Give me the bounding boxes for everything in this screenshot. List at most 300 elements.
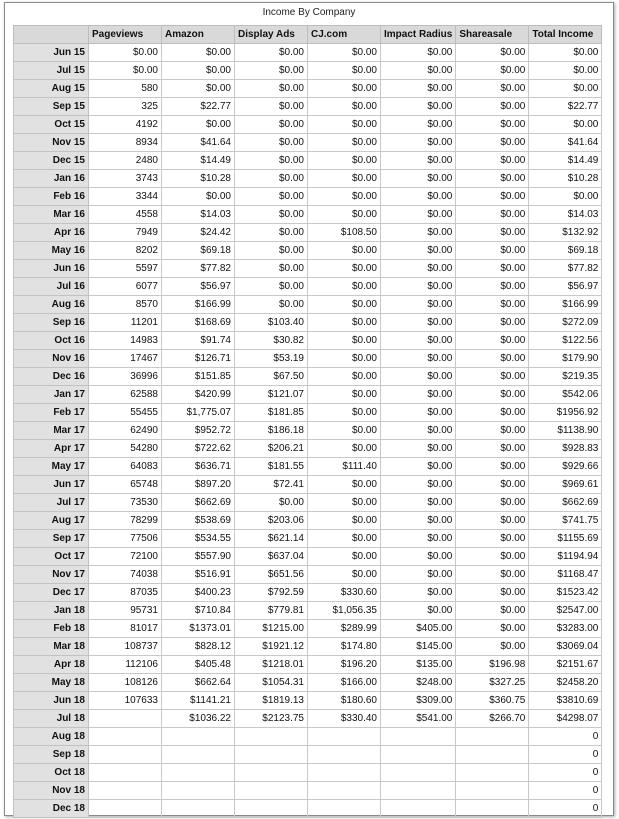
cell-cj-com[interactable]: $0.00 [308, 548, 381, 566]
cell-shareasale[interactable]: $0.00 [456, 62, 529, 80]
cell-impact-radius[interactable] [381, 800, 456, 818]
cell-display-ads[interactable]: $0.00 [235, 242, 308, 260]
cell-amazon[interactable]: $24.42 [162, 224, 235, 242]
cell-impact-radius[interactable]: $0.00 [381, 44, 456, 62]
cell-total-income[interactable]: $14.49 [529, 152, 602, 170]
cell-pageviews[interactable]: 78299 [89, 512, 162, 530]
cell-shareasale[interactable]: $0.00 [456, 80, 529, 98]
row-header[interactable]: Nov 15 [14, 134, 89, 152]
cell-display-ads[interactable]: $0.00 [235, 62, 308, 80]
cell-cj-com[interactable]: $0.00 [308, 314, 381, 332]
cell-total-income[interactable]: 0 [529, 746, 602, 764]
cell-shareasale[interactable]: $0.00 [456, 584, 529, 602]
cell-display-ads[interactable]: $1215.00 [235, 620, 308, 638]
cell-impact-radius[interactable] [381, 764, 456, 782]
cell-display-ads[interactable]: $203.06 [235, 512, 308, 530]
cell-pageviews[interactable]: 65748 [89, 476, 162, 494]
cell-amazon[interactable]: $0.00 [162, 188, 235, 206]
cell-shareasale[interactable]: $0.00 [456, 638, 529, 656]
cell-amazon[interactable]: $828.12 [162, 638, 235, 656]
cell-total-income[interactable]: $0.00 [529, 188, 602, 206]
cell-impact-radius[interactable]: $0.00 [381, 350, 456, 368]
cell-impact-radius[interactable]: $0.00 [381, 440, 456, 458]
cell-shareasale[interactable]: $0.00 [456, 170, 529, 188]
cell-impact-radius[interactable]: $0.00 [381, 458, 456, 476]
cell-shareasale[interactable]: $196.98 [456, 656, 529, 674]
column-header-impact-radius[interactable]: Impact Radius [381, 26, 456, 44]
cell-shareasale[interactable] [456, 728, 529, 746]
row-header[interactable]: Dec 15 [14, 152, 89, 170]
cell-impact-radius[interactable]: $0.00 [381, 260, 456, 278]
row-header[interactable]: Jun 17 [14, 476, 89, 494]
cell-amazon[interactable]: $636.71 [162, 458, 235, 476]
column-header-amazon[interactable]: Amazon [162, 26, 235, 44]
cell-total-income[interactable]: $179.90 [529, 350, 602, 368]
cell-pageviews[interactable]: $0.00 [89, 62, 162, 80]
cell-cj-com[interactable] [308, 746, 381, 764]
cell-display-ads[interactable] [235, 728, 308, 746]
cell-cj-com[interactable]: $0.00 [308, 368, 381, 386]
cell-pageviews[interactable]: 3743 [89, 170, 162, 188]
cell-cj-com[interactable]: $0.00 [308, 80, 381, 98]
cell-pageviews[interactable]: 11201 [89, 314, 162, 332]
cell-impact-radius[interactable]: $0.00 [381, 152, 456, 170]
column-header-shareasale[interactable]: Shareasale [456, 26, 529, 44]
cell-impact-radius[interactable]: $0.00 [381, 80, 456, 98]
cell-shareasale[interactable]: $0.00 [456, 152, 529, 170]
cell-pageviews[interactable]: 55455 [89, 404, 162, 422]
cell-display-ads[interactable] [235, 782, 308, 800]
row-header[interactable]: Sep 16 [14, 314, 89, 332]
cell-display-ads[interactable]: $779.81 [235, 602, 308, 620]
cell-cj-com[interactable]: $0.00 [308, 206, 381, 224]
cell-shareasale[interactable]: $0.00 [456, 296, 529, 314]
row-header[interactable]: Oct 17 [14, 548, 89, 566]
row-header[interactable]: Feb 17 [14, 404, 89, 422]
row-header[interactable]: May 17 [14, 458, 89, 476]
cell-pageviews[interactable]: 72100 [89, 548, 162, 566]
cell-total-income[interactable]: 0 [529, 782, 602, 800]
cell-display-ads[interactable]: $121.07 [235, 386, 308, 404]
cell-impact-radius[interactable]: $0.00 [381, 602, 456, 620]
cell-display-ads[interactable]: $0.00 [235, 296, 308, 314]
cell-pageviews[interactable]: 77506 [89, 530, 162, 548]
cell-shareasale[interactable]: $0.00 [456, 188, 529, 206]
cell-amazon[interactable]: $166.99 [162, 296, 235, 314]
cell-display-ads[interactable]: $1819.13 [235, 692, 308, 710]
cell-cj-com[interactable] [308, 782, 381, 800]
cell-display-ads[interactable]: $206.21 [235, 440, 308, 458]
cell-total-income[interactable]: 0 [529, 728, 602, 746]
row-header[interactable]: Jan 16 [14, 170, 89, 188]
cell-amazon[interactable]: $534.55 [162, 530, 235, 548]
cell-pageviews[interactable]: 108126 [89, 674, 162, 692]
cell-display-ads[interactable]: $1218.01 [235, 656, 308, 674]
cell-pageviews[interactable]: 87035 [89, 584, 162, 602]
cell-display-ads[interactable]: $30.82 [235, 332, 308, 350]
cell-shareasale[interactable]: $0.00 [456, 332, 529, 350]
cell-shareasale[interactable]: $0.00 [456, 260, 529, 278]
cell-display-ads[interactable]: $181.55 [235, 458, 308, 476]
cell-impact-radius[interactable] [381, 728, 456, 746]
cell-amazon[interactable]: $405.48 [162, 656, 235, 674]
cell-amazon[interactable]: $557.90 [162, 548, 235, 566]
cell-shareasale[interactable]: $327.25 [456, 674, 529, 692]
cell-impact-radius[interactable]: $0.00 [381, 206, 456, 224]
cell-impact-radius[interactable]: $0.00 [381, 386, 456, 404]
cell-total-income[interactable]: $56.97 [529, 278, 602, 296]
cell-amazon[interactable]: $0.00 [162, 80, 235, 98]
cell-shareasale[interactable]: $0.00 [456, 476, 529, 494]
cell-pageviews[interactable]: 4192 [89, 116, 162, 134]
cell-pageviews[interactable]: 580 [89, 80, 162, 98]
cell-display-ads[interactable]: $2123.75 [235, 710, 308, 728]
cell-amazon[interactable]: $0.00 [162, 62, 235, 80]
column-header-pageviews[interactable]: Pageviews [89, 26, 162, 44]
row-header[interactable]: Aug 16 [14, 296, 89, 314]
cell-total-income[interactable]: $1194.94 [529, 548, 602, 566]
cell-cj-com[interactable]: $0.00 [308, 170, 381, 188]
cell-total-income[interactable]: $1138.90 [529, 422, 602, 440]
cell-pageviews[interactable]: 81017 [89, 620, 162, 638]
cell-shareasale[interactable]: $0.00 [456, 116, 529, 134]
cell-cj-com[interactable]: $0.00 [308, 350, 381, 368]
row-header[interactable]: Aug 18 [14, 728, 89, 746]
cell-total-income[interactable]: $4298.07 [529, 710, 602, 728]
cell-display-ads[interactable]: $53.19 [235, 350, 308, 368]
cell-display-ads[interactable]: $0.00 [235, 206, 308, 224]
cell-shareasale[interactable]: $0.00 [456, 566, 529, 584]
cell-pageviews[interactable]: 8202 [89, 242, 162, 260]
cell-amazon[interactable]: $0.00 [162, 116, 235, 134]
cell-display-ads[interactable]: $621.14 [235, 530, 308, 548]
cell-display-ads[interactable]: $0.00 [235, 260, 308, 278]
cell-amazon[interactable]: $710.84 [162, 602, 235, 620]
cell-pageviews[interactable]: 7949 [89, 224, 162, 242]
cell-pageviews[interactable]: 6077 [89, 278, 162, 296]
cell-total-income[interactable]: 0 [529, 764, 602, 782]
cell-display-ads[interactable]: $792.59 [235, 584, 308, 602]
cell-amazon[interactable]: $722.62 [162, 440, 235, 458]
cell-impact-radius[interactable]: $0.00 [381, 296, 456, 314]
cell-impact-radius[interactable] [381, 782, 456, 800]
cell-pageviews[interactable]: 2480 [89, 152, 162, 170]
cell-pageviews[interactable]: 107633 [89, 692, 162, 710]
row-header[interactable]: Sep 15 [14, 98, 89, 116]
cell-amazon[interactable]: $10.28 [162, 170, 235, 188]
row-header[interactable]: Nov 18 [14, 782, 89, 800]
cell-total-income[interactable]: $0.00 [529, 116, 602, 134]
cell-impact-radius[interactable]: $0.00 [381, 494, 456, 512]
cell-pageviews[interactable]: 8934 [89, 134, 162, 152]
cell-cj-com[interactable]: $330.40 [308, 710, 381, 728]
cell-total-income[interactable]: $1168.47 [529, 566, 602, 584]
cell-display-ads[interactable]: $0.00 [235, 98, 308, 116]
cell-impact-radius[interactable]: $0.00 [381, 314, 456, 332]
row-header[interactable]: Jun 15 [14, 44, 89, 62]
cell-total-income[interactable]: $542.06 [529, 386, 602, 404]
cell-pageviews[interactable]: 64083 [89, 458, 162, 476]
row-header[interactable]: Dec 17 [14, 584, 89, 602]
cell-amazon[interactable]: $168.69 [162, 314, 235, 332]
cell-impact-radius[interactable]: $0.00 [381, 224, 456, 242]
row-header[interactable]: Mar 16 [14, 206, 89, 224]
cell-cj-com[interactable]: $0.00 [308, 476, 381, 494]
cell-cj-com[interactable]: $0.00 [308, 260, 381, 278]
cell-shareasale[interactable]: $0.00 [456, 404, 529, 422]
cell-total-income[interactable]: $69.18 [529, 242, 602, 260]
cell-display-ads[interactable]: $0.00 [235, 44, 308, 62]
cell-cj-com[interactable]: $0.00 [308, 494, 381, 512]
cell-amazon[interactable] [162, 728, 235, 746]
cell-amazon[interactable]: $69.18 [162, 242, 235, 260]
cell-impact-radius[interactable]: $0.00 [381, 278, 456, 296]
cell-impact-radius[interactable]: $0.00 [381, 368, 456, 386]
cell-cj-com[interactable]: $0.00 [308, 98, 381, 116]
cell-cj-com[interactable]: $0.00 [308, 152, 381, 170]
cell-total-income[interactable]: $929.66 [529, 458, 602, 476]
cell-display-ads[interactable] [235, 800, 308, 818]
cell-cj-com[interactable]: $174.80 [308, 638, 381, 656]
cell-amazon[interactable]: $14.49 [162, 152, 235, 170]
cell-amazon[interactable]: $41.64 [162, 134, 235, 152]
cell-impact-radius[interactable]: $309.00 [381, 692, 456, 710]
cell-total-income[interactable]: $3810.69 [529, 692, 602, 710]
cell-cj-com[interactable]: $0.00 [308, 332, 381, 350]
cell-amazon[interactable]: $0.00 [162, 44, 235, 62]
cell-display-ads[interactable]: $0.00 [235, 80, 308, 98]
row-header[interactable]: Jun 16 [14, 260, 89, 278]
row-header[interactable]: Oct 18 [14, 764, 89, 782]
cell-total-income[interactable]: $122.56 [529, 332, 602, 350]
row-header[interactable]: Mar 17 [14, 422, 89, 440]
row-header[interactable]: Jun 18 [14, 692, 89, 710]
row-header[interactable]: Jan 17 [14, 386, 89, 404]
cell-cj-com[interactable] [308, 728, 381, 746]
cell-cj-com[interactable]: $330.60 [308, 584, 381, 602]
cell-amazon[interactable]: $126.71 [162, 350, 235, 368]
cell-display-ads[interactable] [235, 764, 308, 782]
cell-cj-com[interactable]: $108.50 [308, 224, 381, 242]
cell-amazon[interactable]: $1036.22 [162, 710, 235, 728]
cell-pageviews[interactable]: 95731 [89, 602, 162, 620]
cell-cj-com[interactable]: $0.00 [308, 62, 381, 80]
cell-cj-com[interactable]: $0.00 [308, 386, 381, 404]
cell-display-ads[interactable]: $0.00 [235, 134, 308, 152]
cell-total-income[interactable]: $3283.00 [529, 620, 602, 638]
row-header[interactable]: Feb 18 [14, 620, 89, 638]
row-header[interactable]: Apr 16 [14, 224, 89, 242]
cell-pageviews[interactable]: $0.00 [89, 44, 162, 62]
cell-shareasale[interactable] [456, 800, 529, 818]
cell-shareasale[interactable] [456, 764, 529, 782]
column-header-display-ads[interactable]: Display Ads [235, 26, 308, 44]
cell-total-income[interactable]: $1155.69 [529, 530, 602, 548]
cell-total-income[interactable]: 0 [529, 800, 602, 818]
cell-amazon[interactable] [162, 764, 235, 782]
cell-cj-com[interactable]: $0.00 [308, 422, 381, 440]
cell-impact-radius[interactable]: $0.00 [381, 134, 456, 152]
cell-shareasale[interactable]: $0.00 [456, 224, 529, 242]
cell-display-ads[interactable] [235, 746, 308, 764]
cell-total-income[interactable]: $928.83 [529, 440, 602, 458]
cell-pageviews[interactable]: 74038 [89, 566, 162, 584]
cell-total-income[interactable]: $1956.92 [529, 404, 602, 422]
cell-shareasale[interactable]: $0.00 [456, 206, 529, 224]
cell-impact-radius[interactable]: $0.00 [381, 98, 456, 116]
cell-cj-com[interactable]: $0.00 [308, 404, 381, 422]
cell-total-income[interactable]: $166.99 [529, 296, 602, 314]
cell-pageviews[interactable]: 4558 [89, 206, 162, 224]
cell-display-ads[interactable]: $181.85 [235, 404, 308, 422]
cell-cj-com[interactable] [308, 800, 381, 818]
cell-pageviews[interactable]: 3344 [89, 188, 162, 206]
cell-display-ads[interactable]: $0.00 [235, 224, 308, 242]
cell-impact-radius[interactable]: $0.00 [381, 512, 456, 530]
cell-total-income[interactable]: $2547.00 [529, 602, 602, 620]
cell-impact-radius[interactable]: $0.00 [381, 170, 456, 188]
cell-cj-com[interactable]: $0.00 [308, 440, 381, 458]
cell-amazon[interactable]: $897.20 [162, 476, 235, 494]
cell-impact-radius[interactable]: $248.00 [381, 674, 456, 692]
cell-display-ads[interactable]: $1921.12 [235, 638, 308, 656]
cell-amazon[interactable]: $400.23 [162, 584, 235, 602]
column-header-total-income[interactable]: Total Income [529, 26, 602, 44]
cell-cj-com[interactable]: $0.00 [308, 116, 381, 134]
cell-pageviews[interactable] [89, 800, 162, 818]
row-header[interactable]: Jul 18 [14, 710, 89, 728]
column-header-cj-com[interactable]: CJ.com [308, 26, 381, 44]
cell-display-ads[interactable]: $67.50 [235, 368, 308, 386]
cell-pageviews[interactable] [89, 746, 162, 764]
cell-total-income[interactable]: $41.64 [529, 134, 602, 152]
cell-total-income[interactable]: $132.92 [529, 224, 602, 242]
cell-amazon[interactable]: $151.85 [162, 368, 235, 386]
cell-amazon[interactable]: $77.82 [162, 260, 235, 278]
cell-amazon[interactable] [162, 746, 235, 764]
cell-cj-com[interactable]: $0.00 [308, 296, 381, 314]
cell-display-ads[interactable]: $0.00 [235, 188, 308, 206]
row-header[interactable]: Feb 16 [14, 188, 89, 206]
cell-impact-radius[interactable]: $0.00 [381, 422, 456, 440]
cell-cj-com[interactable]: $0.00 [308, 242, 381, 260]
cell-impact-radius[interactable]: $0.00 [381, 242, 456, 260]
cell-amazon[interactable]: $91.74 [162, 332, 235, 350]
cell-shareasale[interactable]: $0.00 [456, 368, 529, 386]
cell-cj-com[interactable]: $1,056.35 [308, 602, 381, 620]
cell-total-income[interactable]: $2458.20 [529, 674, 602, 692]
cell-pageviews[interactable]: 54280 [89, 440, 162, 458]
cell-display-ads[interactable]: $72.41 [235, 476, 308, 494]
row-header[interactable]: Jul 15 [14, 62, 89, 80]
cell-shareasale[interactable]: $0.00 [456, 98, 529, 116]
row-header[interactable]: Sep 17 [14, 530, 89, 548]
cell-impact-radius[interactable]: $0.00 [381, 548, 456, 566]
cell-cj-com[interactable]: $0.00 [308, 188, 381, 206]
cell-amazon[interactable]: $662.69 [162, 494, 235, 512]
cell-pageviews[interactable]: 36996 [89, 368, 162, 386]
cell-cj-com[interactable]: $0.00 [308, 134, 381, 152]
row-header[interactable]: Dec 16 [14, 368, 89, 386]
cell-cj-com[interactable]: $0.00 [308, 566, 381, 584]
cell-pageviews[interactable]: 14983 [89, 332, 162, 350]
cell-pageviews[interactable]: 5597 [89, 260, 162, 278]
cell-amazon[interactable]: $538.69 [162, 512, 235, 530]
cell-cj-com[interactable]: $0.00 [308, 278, 381, 296]
cell-total-income[interactable]: $741.75 [529, 512, 602, 530]
row-header[interactable]: May 16 [14, 242, 89, 260]
cell-shareasale[interactable] [456, 746, 529, 764]
cell-display-ads[interactable]: $1054.31 [235, 674, 308, 692]
cell-shareasale[interactable]: $0.00 [456, 494, 529, 512]
cell-display-ads[interactable]: $0.00 [235, 494, 308, 512]
cell-amazon[interactable]: $1373.01 [162, 620, 235, 638]
cell-shareasale[interactable]: $0.00 [456, 530, 529, 548]
cell-total-income[interactable]: $22.77 [529, 98, 602, 116]
cell-impact-radius[interactable] [381, 746, 456, 764]
row-header[interactable]: Apr 18 [14, 656, 89, 674]
cell-pageviews[interactable]: 73530 [89, 494, 162, 512]
corner-cell[interactable] [14, 26, 89, 44]
cell-amazon[interactable]: $420.99 [162, 386, 235, 404]
cell-pageviews[interactable] [89, 710, 162, 728]
cell-amazon[interactable]: $662.64 [162, 674, 235, 692]
cell-pageviews[interactable] [89, 782, 162, 800]
cell-cj-com[interactable]: $180.60 [308, 692, 381, 710]
row-header[interactable]: Nov 16 [14, 350, 89, 368]
cell-total-income[interactable]: $14.03 [529, 206, 602, 224]
cell-total-income[interactable]: $662.69 [529, 494, 602, 512]
cell-shareasale[interactable]: $0.00 [456, 314, 529, 332]
cell-shareasale[interactable]: $0.00 [456, 44, 529, 62]
cell-pageviews[interactable]: 62490 [89, 422, 162, 440]
cell-cj-com[interactable]: $0.00 [308, 512, 381, 530]
cell-impact-radius[interactable]: $0.00 [381, 188, 456, 206]
cell-shareasale[interactable]: $0.00 [456, 440, 529, 458]
cell-cj-com[interactable]: $289.99 [308, 620, 381, 638]
cell-shareasale[interactable]: $0.00 [456, 350, 529, 368]
cell-impact-radius[interactable]: $0.00 [381, 566, 456, 584]
cell-shareasale[interactable]: $0.00 [456, 134, 529, 152]
cell-impact-radius[interactable]: $0.00 [381, 584, 456, 602]
cell-display-ads[interactable]: $0.00 [235, 152, 308, 170]
row-header[interactable]: Oct 16 [14, 332, 89, 350]
row-header[interactable]: Sep 18 [14, 746, 89, 764]
cell-total-income[interactable]: $2151.67 [529, 656, 602, 674]
cell-pageviews[interactable]: 17467 [89, 350, 162, 368]
cell-amazon[interactable]: $952.72 [162, 422, 235, 440]
cell-display-ads[interactable]: $0.00 [235, 278, 308, 296]
cell-shareasale[interactable]: $0.00 [456, 620, 529, 638]
cell-cj-com[interactable]: $166.00 [308, 674, 381, 692]
cell-shareasale[interactable] [456, 782, 529, 800]
cell-amazon[interactable]: $14.03 [162, 206, 235, 224]
cell-pageviews[interactable]: 62588 [89, 386, 162, 404]
cell-impact-radius[interactable]: $0.00 [381, 530, 456, 548]
cell-impact-radius[interactable]: $0.00 [381, 404, 456, 422]
cell-total-income[interactable]: $219.35 [529, 368, 602, 386]
cell-impact-radius[interactable]: $0.00 [381, 62, 456, 80]
cell-cj-com[interactable]: $111.40 [308, 458, 381, 476]
row-header[interactable]: Apr 17 [14, 440, 89, 458]
cell-total-income[interactable]: $0.00 [529, 62, 602, 80]
cell-amazon[interactable] [162, 800, 235, 818]
cell-display-ads[interactable]: $186.18 [235, 422, 308, 440]
cell-cj-com[interactable]: $196.20 [308, 656, 381, 674]
cell-impact-radius[interactable]: $0.00 [381, 476, 456, 494]
cell-total-income[interactable]: $0.00 [529, 44, 602, 62]
cell-shareasale[interactable]: $0.00 [456, 278, 529, 296]
